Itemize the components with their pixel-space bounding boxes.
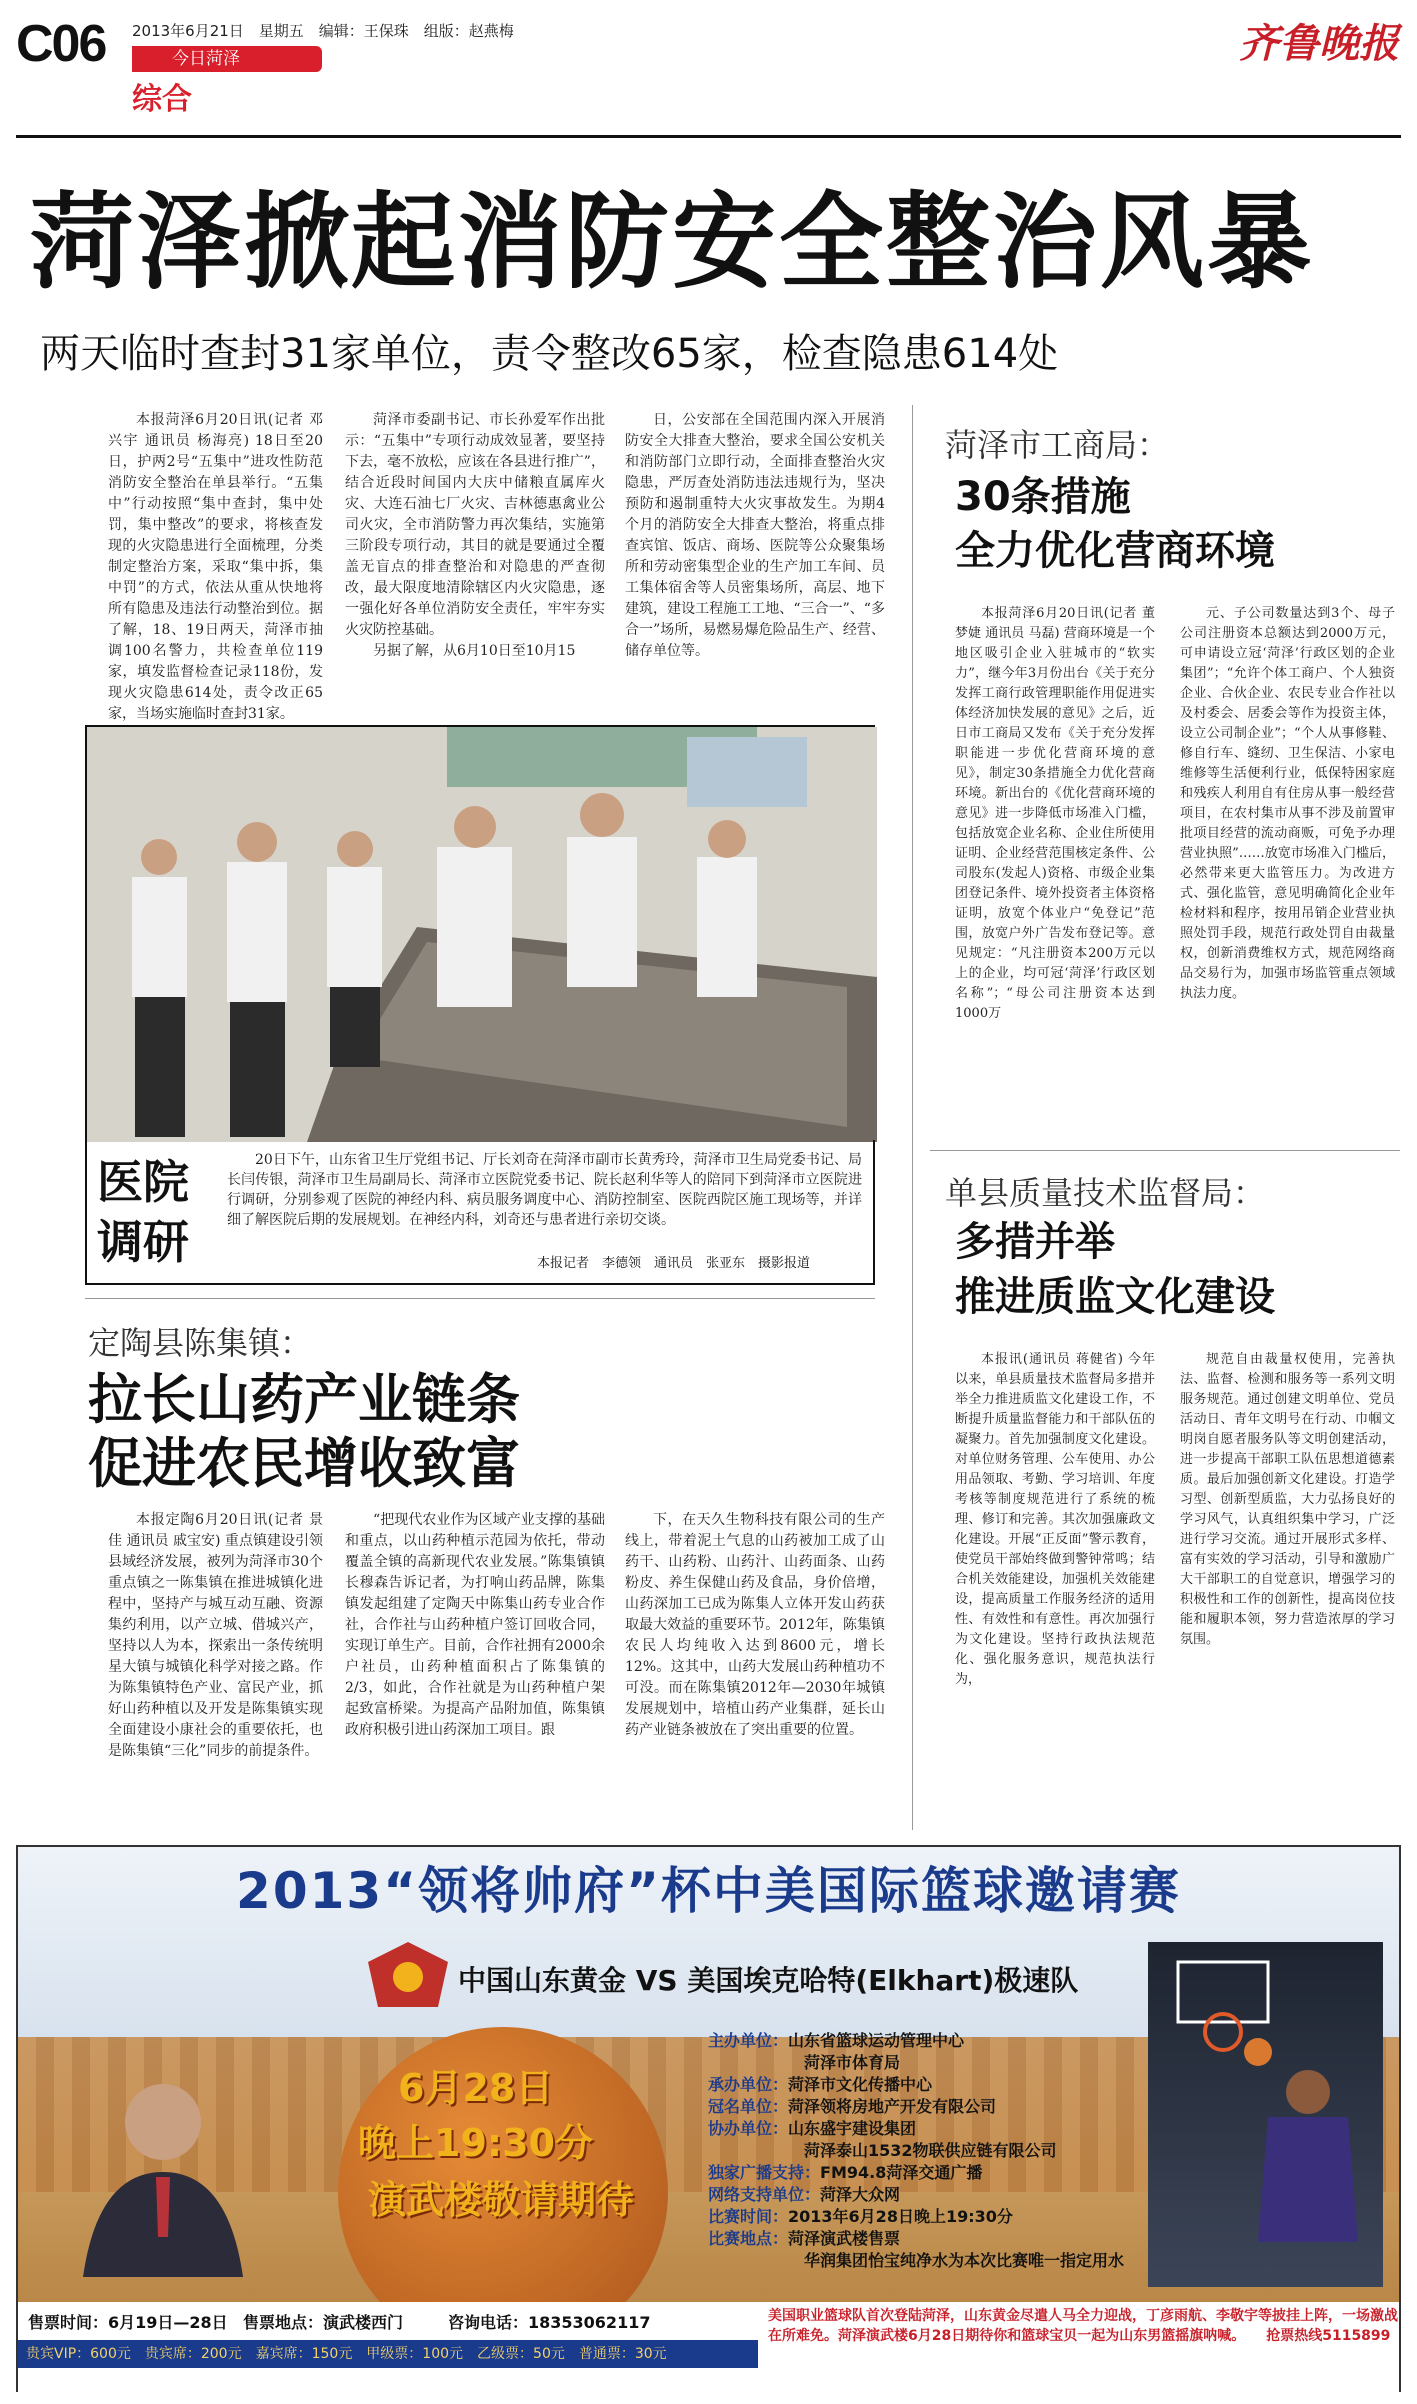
ad-time: 晚上19:30分 [358, 2121, 593, 2165]
photo-credit: 本报记者 李德领 通讯员 张亚东 摄影报道 [537, 1256, 811, 1271]
column-divider [912, 405, 913, 1830]
hospital-photo [85, 725, 875, 1140]
sponsor-role: 比赛地点： [708, 2229, 789, 2248]
sponsor-row [708, 2118, 1128, 2140]
photo-caption: 20日下午，山东省卫生厅党组书记、厅长刘奇在菏泽市副市长黄秀玲，菏泽市卫生局党委书记、局长闫传银，菏泽市卫生局副局长、菏泽市立医院党委书记、院长赵利华等人的陪同下到菏泽市立医院进行调研，分别参观了医院的神经内科、病员服务调度中心、消防控制室、医院西院区施工现场等，并详细了解医院后期的发展规划。在神经内科，刘奇还与患者进行亲切交谈。 [227, 1152, 862, 1228]
ad-date: 6月28日 [398, 2066, 554, 2110]
gongshang-title-1: 30条措施 [955, 474, 1131, 520]
divider [930, 1150, 1400, 1151]
sponsor-row [708, 2206, 1128, 2228]
shanyao-kicker: 定陶县陈集镇： [88, 1324, 313, 1362]
photo-caption-box [85, 1140, 875, 1285]
basketball-advertisement [16, 1845, 1401, 2392]
sponsor-row [708, 2052, 1128, 2074]
ticket-time: 售票时间：6月19日—28日 [28, 2313, 228, 2332]
ad-promo: 美国职业篮球队首次登陆菏泽，山东黄金尽遣人马全力迎战，丁彦雨航、李敬宇等披挂上阵，一场激战在所难免。菏泽演武楼6月28日期待你和篮球宝贝一起为山东男篮摇旗呐喊。 抢票热线5115899 [768, 2308, 1398, 2344]
zhijian-column-1: 本报讯(通讯员 蒋健省) 今年以来，单县质量技术监督局多措并举全力推进质监文化建设工作，不断提升质量监督能力和干部队伍的凝聚力。首先加强制度文化建设。对单位财务管理、公车使用、办公用品领取、考勤、学习培训、年度考核等制度规范进行了系统的梳理、修订和完善。其次加强廉政文化建设。开展“正反面”警示教育，使党员干部始终做到警钟常鸣；结合机关效能建设，加强机关效能建设，提高质量工作服务经济的适用性、有效性和有意性。再次加强行为文化建设。坚持行政执法规范化、强化服务意识，规范执法行为， [955, 1352, 1155, 1687]
sponsor-name: 华润集团怡宝纯净水为本次比赛唯一指定用水 [804, 2251, 1125, 2270]
sponsor-row [708, 2030, 1128, 2052]
sponsor-role: 网络支持单位： [708, 2185, 821, 2204]
sponsor-name: 2013年6月28日晚上19:30分 [788, 2207, 1013, 2226]
sponsor-row [708, 2162, 1128, 2184]
section-tab: 今日菏泽 [132, 46, 322, 72]
shanyao-title-1: 拉长山药产业链条 [88, 1368, 520, 1431]
sponsor-row [708, 2140, 1128, 2162]
sponsor-row [708, 2074, 1128, 2096]
sponsor-role: 独家广播支持： [708, 2163, 821, 2182]
lead-column-1: 本报菏泽6月20日讯(记者 邓兴宇 通讯员 杨海亮) 18日至20日，护两2号“五集中”进攻性防范消防安全整治在单县举行。“五集中”行动按照“集中查封，集中处罚，集中整改”的要求，将核查发现的火灾隐患进行全面梳理，分类制定整治方案，采取“集中拆，集中罚”的方式，依法从重从快地将所有隐患及违法行动整治到位。据了解，18、19日两天，菏泽市抽调100名警力，共检查单位119家，填发监督检查记录118份，发现火灾隐患614处，责令改正65家，当场实施临时查封31家。 [108, 412, 323, 722]
ad-sponsor-list [708, 2030, 1128, 2272]
sponsor-row [708, 2096, 1128, 2118]
sponsor-role: 承办单位： [708, 2075, 789, 2094]
sponsor-role: 主办单位： [708, 2031, 789, 2050]
sponsor-name: 菏泽大众网 [820, 2185, 901, 2204]
sponsor-name: 菏泽领将房地产开发有限公司 [788, 2097, 997, 2116]
ticket-place: 售票地点：演武楼西门 [243, 2313, 404, 2332]
sponsor-name: 菏泽市体育局 [804, 2053, 901, 2072]
ad-footer [18, 2302, 1399, 2392]
header-rule [16, 135, 1401, 138]
lead-column-2: 菏泽市委副书记、市长孙爱军作出批示：“五集中”专项行动成效显著，要坚持下去，毫不放松，应该在各县进行推广”，结合近段时间国内大庆中储粮直属库火灾、大连石油七厂火灾、吉林德惠禽业公司火灾，全市消防警力再次集结，实施第三阶段专项行动，其目的就是要通过全覆盖无盲点的排查整治和对隐患的严查彻改，最大限度地清除辖区内火灾隐患，逐一强化好各单位消防安全责任，牢牢夯实火灾防控基础。 另据了解，从6月10日至10月15 [345, 412, 605, 659]
sponsor-row [708, 2228, 1128, 2250]
team-crest-icon [348, 1937, 468, 2017]
coach-figure [78, 2077, 248, 2277]
sponsor-name: 菏泽泰山1532物联供应链有限公司 [804, 2141, 1057, 2160]
lead-column-3: 日，公安部在全国范围内深入开展消防安全大排查大整治，要求全国公安机关和消防部门立即行动，全面排查整治火灾隐患，严厉查处消防违法违规行为，坚决预防和遏制重特大火灾事故发生。为期4个月的消防安全大排查大整治，将重点排查宾馆、饭店、商场、医院等公众聚集场所和劳动密集型企业的生产加工车间、员工集体宿舍等人员密集场所，高层、地下建筑，建设工程施工工地、“三合一”、“多合一”场所，易燃易爆危险品生产、经营、储存单位等。 [625, 412, 885, 659]
lead-subhead: 两天临时查封31家单位，责令整改65家，检查隐患614处 [40, 331, 1059, 377]
zhijian-title-2: 推进质监文化建设 [955, 1274, 1275, 1320]
ad-title: 2013“领将帅府”杯中美国际篮球邀请赛 [236, 1862, 1181, 1920]
gongshang-title-2: 全力优化营商环境 [955, 528, 1275, 574]
sponsor-role: 协办单位： [708, 2119, 789, 2138]
sponsor-role: 冠名单位： [708, 2097, 789, 2116]
photo-label: 医院调研 [97, 1155, 189, 1269]
gongshang-column-1: 本报菏泽6月20日讯(记者 董梦婕 通讯员 马磊) 营商环境是一个地区吸引企业入驻城市的“软实力”，继今年3月份出台《关于充分发挥工商行政管理职能作用促进实体经济加快发展的意见》之后，近日市工商局又发布《关于充分发挥职能进一步优化营商环境的意见》，制定30条措施全力优化营商环境。新出台的《优化营商环境的意见》进一步降低市场准入门槛，包括放宽企业名称、企业住所使用证明、企业经营范围核定条件、公司股东(发起人)资格、市级企业集团登记条件、境外投资者主体资格证明，放宽个体业户“免登记”范围，放宽户外广告发布登记等。意见规定：“凡注册资本200万元以上的企业，均可冠‘菏泽’行政区划名称”；“母公司注册资本达到1000万 [955, 606, 1155, 1021]
gongshang-kicker: 菏泽市工商局： [945, 426, 1170, 464]
ticket-phone: 咨询电话：18353062117 [448, 2313, 651, 2332]
ad-venue: 演武楼敬请期待 [368, 2178, 635, 2222]
shanyao-column-2: “把现代农业作为区域产业支撑的基础和重点，以山药种植示范园为依托，带动覆盖全镇的高新现代农业发展。”陈集镇镇长穆森告诉记者，为打响山药品牌，陈集镇发起组建了定陶天中陈集山药专业合作社，合作社与山药种植户签订回收合同，实现订单生产。目前，合作社拥有2000余户社员，山药种植面积占了陈集镇的2/3，如此，合作社就是为山药种植户架起致富桥梁。为提高产品附加值，陈集镇政府积极引进山药深加工项目。跟 [345, 1512, 605, 1738]
sponsor-name: FM94.8菏泽交通广播 [820, 2163, 983, 2182]
section-title: 综合 [132, 82, 192, 117]
zhijian-column-2: 规范自由裁量权使用，完善执法、监督、检测和服务等一系列文明服务规范。通过创建文明单位、党员活动日、青年文明号在行动、巾帼文明岗自愿者服务队等文明创建活动，进一步提高干部职工队伍思想道德素质。最后加强创新文化建设。打造学习型、创新型质监，大力弘扬良好的学习风气，认真组织集中学习，广泛进行学习交流。通过开展形式多样、富有实效的学习活动，引导和激励广大干部职工的自觉意识，增强学习的积极性和工作的创新性，提高岗位技能和履职本领，努力营造浓厚的学习氛围。 [1180, 1352, 1395, 1647]
sponsor-row [708, 2184, 1128, 2206]
hospital-photo-image [87, 727, 877, 1142]
sponsor-row [708, 2250, 1128, 2272]
shanyao-column-3: 下，在天久生物科技有限公司的生产线上，带着泥土气息的山药被加工成了山药干、山药粉、山药汁、山药面条、山药粉皮、养生保健山药及食品，身价倍增，山药深加工已成为陈集人立体开发山药获取最大效益的重要环节。2012年，陈集镇农民人均纯收入达到8600元，增长12%。这其中，山药大发展山药种植功不可没。而在陈集镇2012年—2030年城镇发展规划中，培植山药产业集群，延长山药产业链条被放在了突出重要的位置。 [625, 1512, 885, 1738]
lead-headline: 菏泽掀起消防安全整治风暴 [30, 181, 1315, 303]
gongshang-column-2: 元、子公司数量达到3个、母子公司注册资本总额达到2000万元，可申请设立冠‘菏泽’行政区划的企业集团”；“允许个体工商户、个人独资企业、合伙企业、农民专业合作社以及村委会、居委会等作为投资主体，设立公司制企业”；“个人从事修鞋、修自行车、缝纫、卫生保洁、小家电维修等生活便利行业，低保特困家庭和残疾人利用自有住房从事一般经营项目，在农村集市从事不涉及前置审批项目经营的流动商贩，可免予办理营业执照”……放宽市场准入门槛后，必然带来更大监管压力。为改进方式、强化监管，意见明确简化企业年检材料和程序，按用吊销企业营业执照处罚手段，规范行政处罚自由裁量权，创新消费维权方式，规范网络商品交易行为，加强市场监管重点领域执法力度。 [1180, 606, 1395, 1001]
shanyao-column-1: 本报定陶6月20日讯(记者 景佳 通讯员 戚宝安) 重点镇建设引领县域经济发展，被列为菏泽市30个重点镇之一陈集镇在推进城镇化进程中，坚持产与城互动互融、资源集约利用，以产立城、借城兴产，坚持以人为本，探索出一条传统明星大镇与城镇化科学对接之路。作为陈集镇特色产业、富民产业，抓好山药种植以及开发是陈集镇实现全面建设小康社会的重要依托，也是陈集镇“三化”同步的前提条件。 [108, 1512, 323, 1759]
newspaper-logo: 齐鲁晚报 [1239, 20, 1399, 67]
sponsor-name: 山东盛宇建设集团 [788, 2119, 917, 2138]
sponsor-role: 比赛时间： [708, 2207, 789, 2226]
ticket-prices: 贵宾VIP：600元 贵宾席：200元 嘉宾席：150元 甲级票：100元 乙级票：50元 普通票：30元 [18, 2340, 758, 2368]
divider [85, 1298, 875, 1299]
page-number: C06 [16, 15, 106, 73]
ad-teams: 中国山东黄金 VS 美国埃克哈特(Elkhart)极速队 [458, 1964, 1079, 1997]
zhijian-kicker: 单县质量技术监督局： [945, 1174, 1266, 1212]
issue-meta: 2013年6月21日 星期五 编辑：王保珠 组版：赵燕梅 [132, 22, 514, 40]
sponsor-name: 山东省篮球运动管理中心 [788, 2031, 965, 2050]
zhijian-title-1: 多措并举 [955, 1219, 1115, 1265]
sponsor-name: 菏泽市文化传播中心 [788, 2075, 933, 2094]
shanyao-title-2: 促进农民增收致富 [88, 1432, 520, 1495]
player-photo [1148, 1942, 1383, 2287]
sponsor-name: 菏泽演武楼售票 [788, 2229, 901, 2248]
